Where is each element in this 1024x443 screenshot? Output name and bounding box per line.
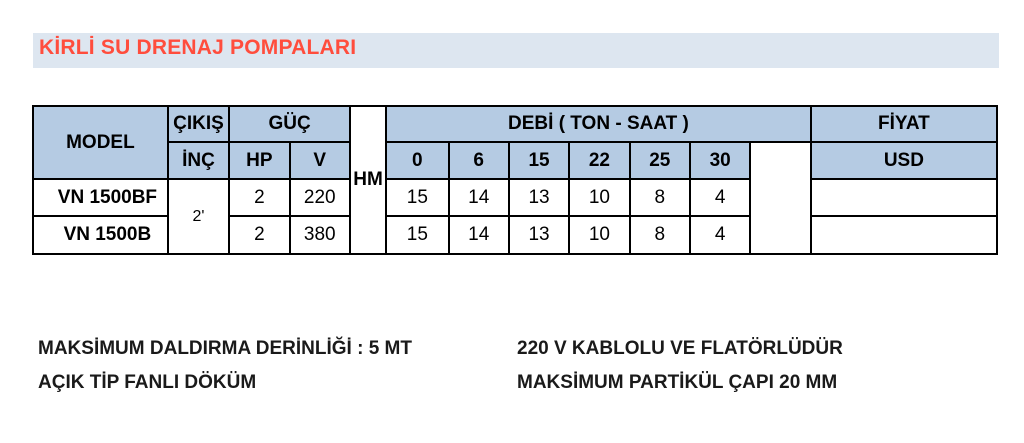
debi-cell: 15 [386,179,448,216]
model-cell: VN 1500BF [33,179,168,216]
note-cable-float: 220 V KABLOLU VE FLATÖRLÜDÜR [517,338,843,359]
hp-header: HP [229,142,289,179]
cikis-header: ÇIKIŞ [168,106,229,142]
debi-cell: 10 [569,216,629,254]
debi-cell: 8 [630,216,690,254]
debi-col-6: 6 [449,142,509,179]
pump-spec-table [32,105,998,255]
debi-cell: 13 [509,179,569,216]
debi-cell: 4 [690,179,750,216]
debi-cell: 10 [569,179,629,216]
debi-col-22: 22 [569,142,629,179]
title-band [33,33,999,68]
debi-extra-cell [750,142,810,254]
debi-cell: 15 [386,216,448,254]
debi-cell: 14 [449,179,509,216]
v-cell: 220 [290,179,350,216]
page-title: KİRLİ SU DRENAJ POMPALARI [39,36,357,59]
debi-cell: 4 [690,216,750,254]
v-header: V [290,142,350,179]
debi-cell: 13 [509,216,569,254]
fiyat-unit: USD [811,142,997,179]
cikis-value: 2' [168,179,229,254]
model-cell: VN 1500B [33,216,168,254]
note-open-type: AÇIK TİP FANLI DÖKÜM [38,372,257,393]
v-cell: 380 [290,216,350,254]
hm-label: HM [350,106,386,254]
debi-header: DEBİ ( TON - SAAT ) [386,106,811,142]
note-max-depth: MAKSİMUM DALDIRMA DERİNLİĞİ : 5 MT [38,338,412,359]
hp-cell: 2 [229,179,289,216]
hp-cell: 2 [229,216,289,254]
note-particle-size: MAKSİMUM PARTİKÜL ÇAPI 20 MM [517,372,838,393]
debi-cell: 8 [630,179,690,216]
fiyat-header: FİYAT [811,106,997,142]
price-cell [811,179,997,216]
debi-col-0: 0 [386,142,448,179]
price-cell [811,216,997,254]
model-header: MODEL [33,106,168,179]
debi-col-25: 25 [630,142,690,179]
debi-cell: 14 [449,216,509,254]
guc-header: GÜÇ [229,106,350,142]
table-row [33,179,997,216]
cikis-unit: İNÇ [168,142,229,179]
debi-col-15: 15 [509,142,569,179]
debi-col-30: 30 [690,142,750,179]
